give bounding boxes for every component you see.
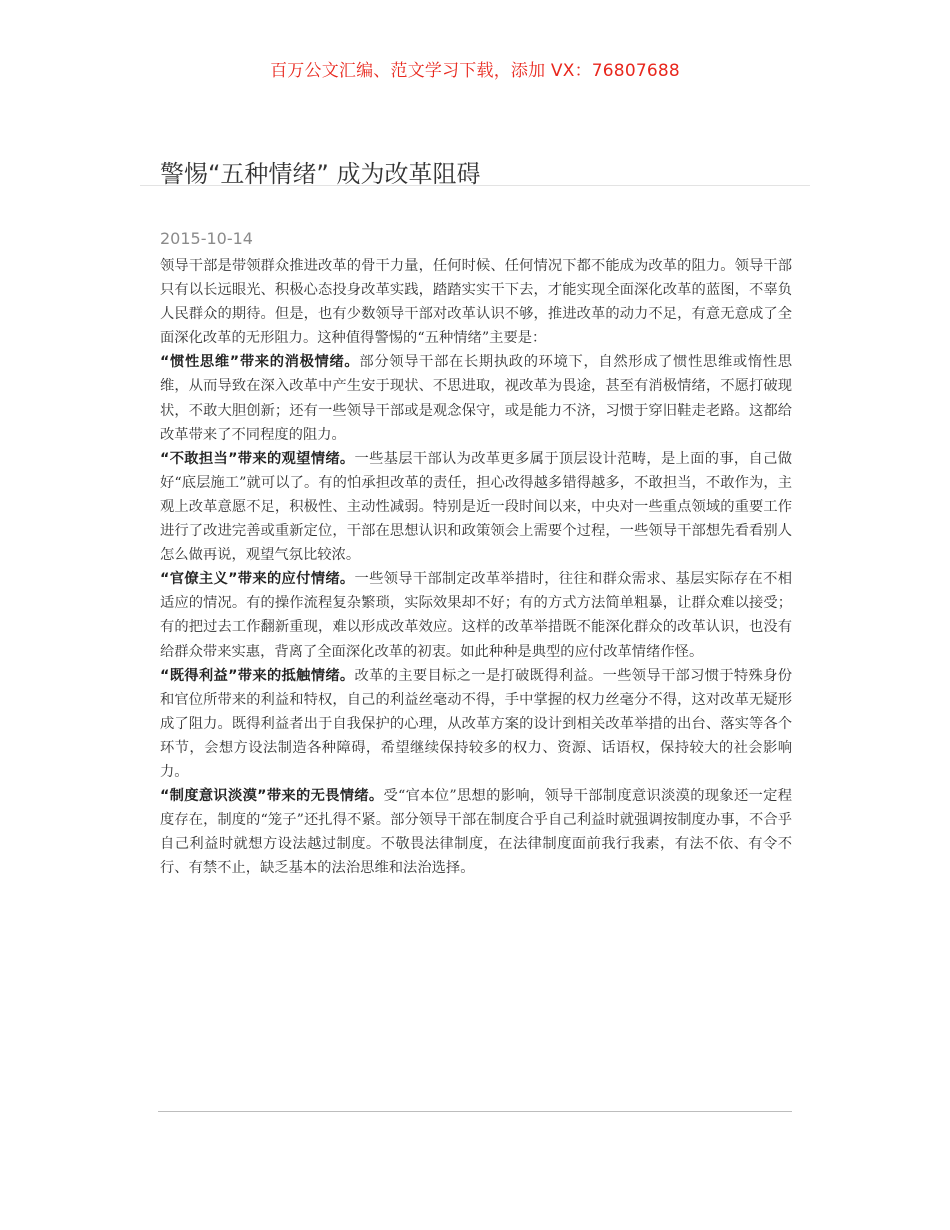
article-body — [160, 254, 792, 880]
section-paragraph — [160, 664, 792, 784]
section-text: 部分领导干部在长期执政的环境下，自然形成了惯性思维或惰性思维，从而导致在深入改革中产生安于现状、不思进取，视改革为畏途，甚至有消极情绪，不愿打破现状，不敢大胆创新；还有一些领导干部或是观念保守，或是能力不济，习惯于穿旧鞋走老路。这都给改革带来了不同程度的阻力。 — [160, 354, 793, 443]
publish-date: 2015-10-14 — [160, 229, 253, 248]
section-paragraph — [160, 350, 792, 446]
footer-divider — [158, 1111, 792, 1112]
title-divider — [140, 185, 810, 186]
section-heading: “既得利益”带来的抵触情绪。 — [160, 667, 355, 684]
promo-banner: 百万公文汇编、范文学习下载，添加 VX：76807688 — [270, 61, 680, 81]
section-text: 受“官本位”思想的影响，领导干部制度意识淡漠的现象还一定程度存在，制度的“笼子”还扎得不紧。部分领导干部在制度合乎自己利益时就强调按制度办事，不合乎自己利益时就想方设法越过制度。不敬畏法律制度，在法律制度面前我行我素，有法不依、有令不行、有禁不止，缺乏基本的法治思维和法治选择。 — [160, 788, 792, 877]
section-heading: “不敢担当”带来的观望情绪。 — [160, 450, 355, 467]
section-heading: “惯性思维”带来的消极情绪。 — [160, 354, 360, 371]
section-text: 改革的主要目标之一是打破既得利益。一些领导干部习惯于特殊身份和官位所带来的利益和特权，自己的利益丝毫动不得，手中掌握的权力丝毫分不得，这对改革无疑形成了阻力。既得利益者出于自我保护的心理，从改革方案的设计到相关改革举措的出台、落实等各个环节，会想方设法制造各种障碍，希望继续保持较多的权力、资源、话语权，保持较大的社会影响力。 — [160, 667, 792, 780]
section-text: 一些基层干部认为改革更多属于顶层设计范畴，是上面的事，自己做好“底层施工”就可以了。有的怕承担改革的责任，担心改得越多错得越多，不敢担当，不敢作为，主观上改革意愿不足，积极性、主动性减弱。特别是近一段时间以来，中央对一些重点领域的重要工作进行了改进完善或重新定位，干部在思想认识和政策领会上需要个过程，一些领导干部想先看看别人怎么做再说，观望气氛比较浓。 — [160, 450, 792, 564]
section-heading: “官僚主义”带来的应付情绪。 — [160, 571, 355, 588]
section-paragraph — [160, 567, 792, 663]
intro-paragraph: 领导干部是带领群众推进改革的骨干力量，任何时候、任何情况下都不能成为改革的阻力。领导干部只有以长远眼光、积极心态投身改革实践，踏踏实实干下去，才能实现全面深化改革的蓝图，不辜负人民群众的期待。但是，也有少数领导干部对改革认识不够，推进改革的动力不足，有意无意成了全面深化改革的无形阻力。这种值得警惕的“五种情绪”主要是： — [160, 258, 792, 347]
section-paragraph — [160, 447, 792, 567]
article-title: 警惕“五种情绪” 成为改革阻碍 — [160, 160, 481, 189]
section-text: 一些领导干部制定改革举措时，往往和群众需求、基层实际存在不相适应的情况。有的操作流程复杂繁琐，实际效果却不好；有的方式方法简单粗暴，让群众难以接受；有的把过去工作翻新重现，难以形成改革效应。这样的改革举措既不能深化群众的改革认识，也没有给群众带来实惠，背离了全面深化改革的初衷。如此种种是典型的应付改革情绪作怪。 — [160, 571, 792, 660]
section-paragraph — [160, 784, 792, 880]
section-heading: “制度意识淡漠”带来的无畏情绪。 — [160, 788, 384, 805]
